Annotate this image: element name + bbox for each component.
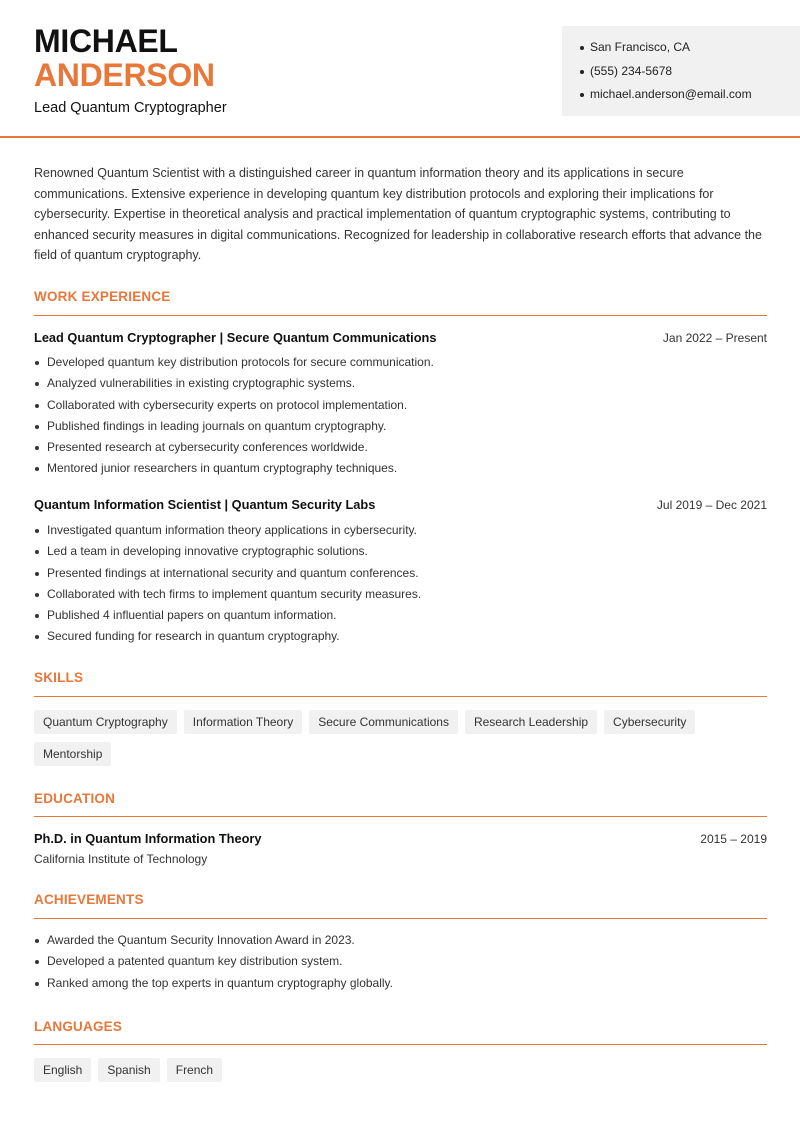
job-dates: Jan 2022 – Present (662, 331, 767, 345)
job-bullets (34, 520, 754, 648)
list-item: Developed quantum key distribution protocols for secure communication. (34, 352, 754, 373)
list-item: Collaborated with cybersecurity experts on protocol implementation. (34, 395, 754, 416)
skill-chip: Secure Communications (309, 710, 458, 734)
job-title-heading: Lead Quantum Cryptographer (34, 100, 227, 116)
contact-phone: (555) 234-5678 (580, 60, 800, 84)
skill-chip: Research Leadership (465, 710, 597, 734)
education-dates: 2015 – 2019 (700, 832, 767, 846)
job-title: Quantum Information Scientist | Quantum Security Labs (34, 497, 376, 512)
skill-chip: Quantum Cryptography (34, 710, 177, 734)
last-name: ANDERSON (34, 57, 215, 93)
list-item: Published 4 influential papers on quantum information. (34, 605, 754, 626)
list-item: Presented research at cybersecurity conferences worldwide. (34, 437, 754, 458)
section-divider (34, 918, 767, 919)
section-divider (34, 315, 767, 316)
achievements-list (34, 930, 754, 994)
list-item: Developed a patented quantum key distribution system. (34, 951, 754, 972)
section-title-skills: SKILLS (34, 670, 84, 685)
list-item: Led a team in developing innovative cryptographic solutions. (34, 541, 754, 562)
job-dates: Jul 2019 – Dec 2021 (656, 498, 767, 512)
resume-header (0, 0, 800, 138)
list-item: Published findings in leading journals on quantum cryptography. (34, 416, 754, 437)
summary-paragraph: Renowned Quantum Scientist with a distinguished career in quantum information theory and its applications in secure communications. Extensive experience in developing quantum key distribution protocols and exploring their implications for cybersecurity. Expertise in theoretical analysis and practical implementation of quantum cryptographic systems, contributing to enhanced security measures in digital communications. Recognized for leadership in collaborative research efforts that advance the field of quantum cryptography. (34, 166, 762, 262)
skill-chip: Information Theory (184, 710, 303, 734)
list-item: Ranked among the top experts in quantum cryptography globally. (34, 973, 754, 994)
languages-list (34, 1058, 714, 1082)
list-item: Presented findings at international security and quantum conferences. (34, 563, 754, 584)
contact-location: San Francisco, CA (580, 36, 800, 60)
skill-chip: Mentorship (34, 742, 111, 766)
language-chip: Spanish (98, 1058, 159, 1082)
skill-chip: Cybersecurity (604, 710, 695, 734)
list-item: Analyzed vulnerabilities in existing cryptographic systems. (34, 373, 754, 394)
list-item: Awarded the Quantum Security Innovation Award in 2023. (34, 930, 754, 951)
language-chip: French (167, 1058, 222, 1082)
section-title-achievements: ACHIEVEMENTS (34, 892, 144, 907)
list-item: Investigated quantum information theory applications in cybersecurity. (34, 520, 754, 541)
list-item: Mentored junior researchers in quantum cryptography techniques. (34, 458, 754, 479)
first-name: MICHAEL (34, 23, 178, 59)
section-title-education: EDUCATION (34, 791, 116, 806)
education-school: California Institute of Technology (34, 852, 208, 866)
section-divider (34, 1044, 767, 1045)
skills-list (34, 710, 714, 766)
education-degree: Ph.D. in Quantum Information Theory (34, 831, 262, 846)
job-bullets (34, 352, 754, 480)
language-chip: English (34, 1058, 91, 1082)
section-divider (34, 696, 767, 697)
section-title-work: WORK EXPERIENCE (34, 289, 171, 304)
list-item: Collaborated with tech firms to implement quantum security measures. (34, 584, 754, 605)
list-item: Secured funding for research in quantum cryptography. (34, 626, 754, 647)
job-title: Lead Quantum Cryptographer | Secure Quantum Communications (34, 330, 437, 345)
contact-box (562, 26, 800, 116)
full-name (34, 24, 215, 92)
section-divider (34, 816, 767, 817)
contact-email[interactable]: michael.anderson@email.com (580, 83, 800, 107)
section-title-languages: LANGUAGES (34, 1019, 123, 1034)
